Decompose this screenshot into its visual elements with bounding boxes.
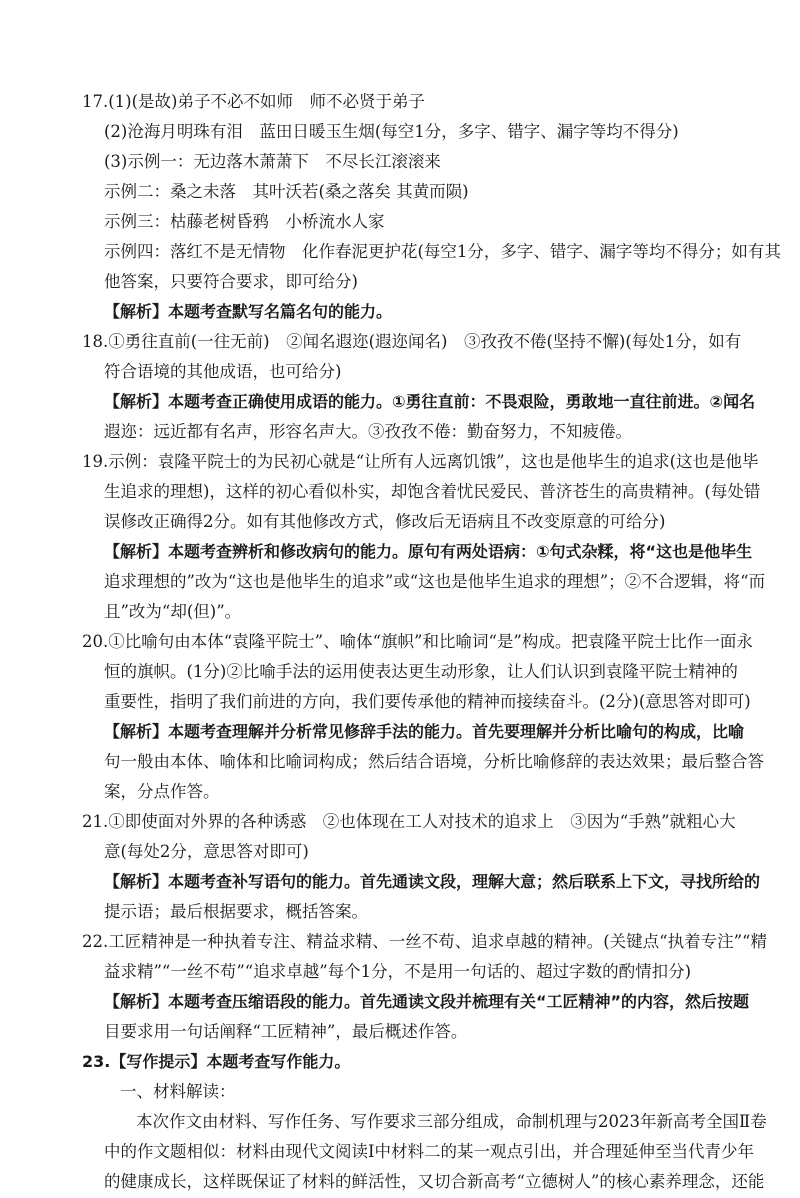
q19-analysis-2: 追求理想的”改为“这也是他毕生的追求”或“这也是他毕生追求的理想”；②不合逻辑，将“而 <box>104 572 766 591</box>
q22-line-2: 益求精”“一丝不苟”“追求卓越”每个1分，不是用一句话的、超过字数的酌情扣分) <box>104 962 692 981</box>
q19-line-3: 误修改正确得2分。如有其他修改方式，修改后无语病且不改变原意的可给分) <box>104 512 666 531</box>
q18-line-2: 符合语境的其他成语，也可给分) <box>104 362 342 381</box>
q23-subheading: 一、材料解读： <box>120 1082 236 1101</box>
q23-paragraph-line-3: 的健康成长，这样既保证了材料的鲜活性，又切合新高考“立德树人”的核心素养理念，还能 <box>104 1172 765 1191</box>
q20-line-2: 恒的旗帜。(1分)②比喻手法的运用使表达更生动形象，让人们认识到袁隆平院士精神的 <box>104 662 738 681</box>
q17-line-7: 他答案，只要符合要求，即可给分) <box>104 272 358 291</box>
q23-paragraph-line-2: 中的作文题相似：材料由现代文阅读Ⅰ中材料二的某一观点引出，并合理延伸至当代青少年 <box>104 1142 755 1161</box>
q18-analysis-2: 遐迩：远近都有名声，形容名声大。③孜孜不倦：勤奋努力，不知疲倦。 <box>104 422 632 441</box>
q17-line-3: (3)示例一：无边落木萧萧下 不尽长江滚滚来 <box>104 152 441 171</box>
q17-line-1: 17.(1)(是故)弟子不必不如师 师不必贤于弟子 <box>82 92 425 111</box>
q20-analysis-1: 【解析】本题考查理解并分析常见修辞手法的能力。首先要理解并分析比喻句的构成，比喻 <box>104 722 745 741</box>
q18-analysis-1: 【解析】本题考查正确使用成语的能力。①勇往直前：不畏艰险，勇敢地一直往前进。②闻名 <box>104 392 756 411</box>
q20-line-3: 重要性，指明了我们前进的方向，我们要传承他的精神而接续奋斗。(2分)(意思答对即可) <box>104 692 751 711</box>
q22-analysis-2: 目要求用一句话阐释“工匠精神”，最后概述作答。 <box>104 1022 468 1041</box>
q20-line-1: 20.①比喻句由本体“袁隆平院士”、喻体“旗帜”和比喻词“是”构成。把袁隆平院士比作一面永 <box>82 632 753 651</box>
q23-heading: 23.【写作提示】本题考查写作能力。 <box>82 1052 351 1071</box>
q17-line-2: (2)沧海月明珠有泪 蓝田日暖玉生烟(每空1分，多字、错字、漏字等均不得分) <box>104 122 679 141</box>
q19-line-2: 生追求的理想)，这样的初心看似朴实，却饱含着忧民爱民、普济苍生的高贵精神。(每处错 <box>104 482 761 501</box>
q21-line-2: 意(每处2分，意思答对即可) <box>104 842 309 861</box>
q22-line-1: 22.工匠精神是一种执着专注、精益求精、一丝不苟、追求卓越的精神。(关键点“执着专注”“精 <box>82 932 767 951</box>
q17-line-4: 示例二：桑之未落 其叶沃若(桑之落矣 其黄而陨) <box>104 182 469 201</box>
q19-analysis-1: 【解析】本题考查辨析和修改病句的能力。原句有两处语病：①句式杂糅，将“这也是他毕生 <box>104 542 753 561</box>
q23-paragraph-line-1: 本次作文由材料、写作任务、写作要求三部分组成，命制机理与2023年新高考全国Ⅱ卷 <box>136 1112 767 1131</box>
q17-analysis: 【解析】本题考查默写名篇名句的能力。 <box>104 302 393 321</box>
q18-line-1: 18.①勇往直前(一往无前) ②闻名遐迩(遐迩闻名) ③孜孜不倦(坚持不懈)(每处1分，如有 <box>82 332 742 351</box>
q19-analysis-3: 且”改为“却(但)”。 <box>104 602 242 621</box>
q21-analysis-2: 提示语；最后根据要求，概括答案。 <box>104 902 368 921</box>
q19-line-1: 19.示例：袁隆平院士的为民初心就是“让所有人远离饥饿”，这也是他毕生的追求(这也是他毕 <box>82 452 759 471</box>
q21-line-1: 21.①即使面对外界的各种诱惑 ②也体现在工人对技术的追求上 ③因为“手熟”就粗心大 <box>82 812 736 831</box>
q17-line-5: 示例三：枯藤老树昏鸦 小桥流水人家 <box>104 212 385 231</box>
q20-analysis-2: 句一般由本体、喻体和比喻词构成；然后结合语境，分析比喻修辞的表达效果；最后整合答 <box>104 752 764 771</box>
q17-line-6: 示例四：落红不是无情物 化作春泥更护花(每空1分，多字、错字、漏字等均不得分；如有其 <box>104 242 781 261</box>
q22-analysis-1: 【解析】本题考查压缩语段的能力。首先通读文段并梳理有关“工匠精神”的内容，然后按题 <box>104 992 750 1011</box>
q21-analysis-1: 【解析】本题考查补写语句的能力。首先通读文段，理解大意；然后联系上下文，寻找所给的 <box>104 872 761 891</box>
q20-analysis-3: 案，分点作答。 <box>104 782 220 801</box>
